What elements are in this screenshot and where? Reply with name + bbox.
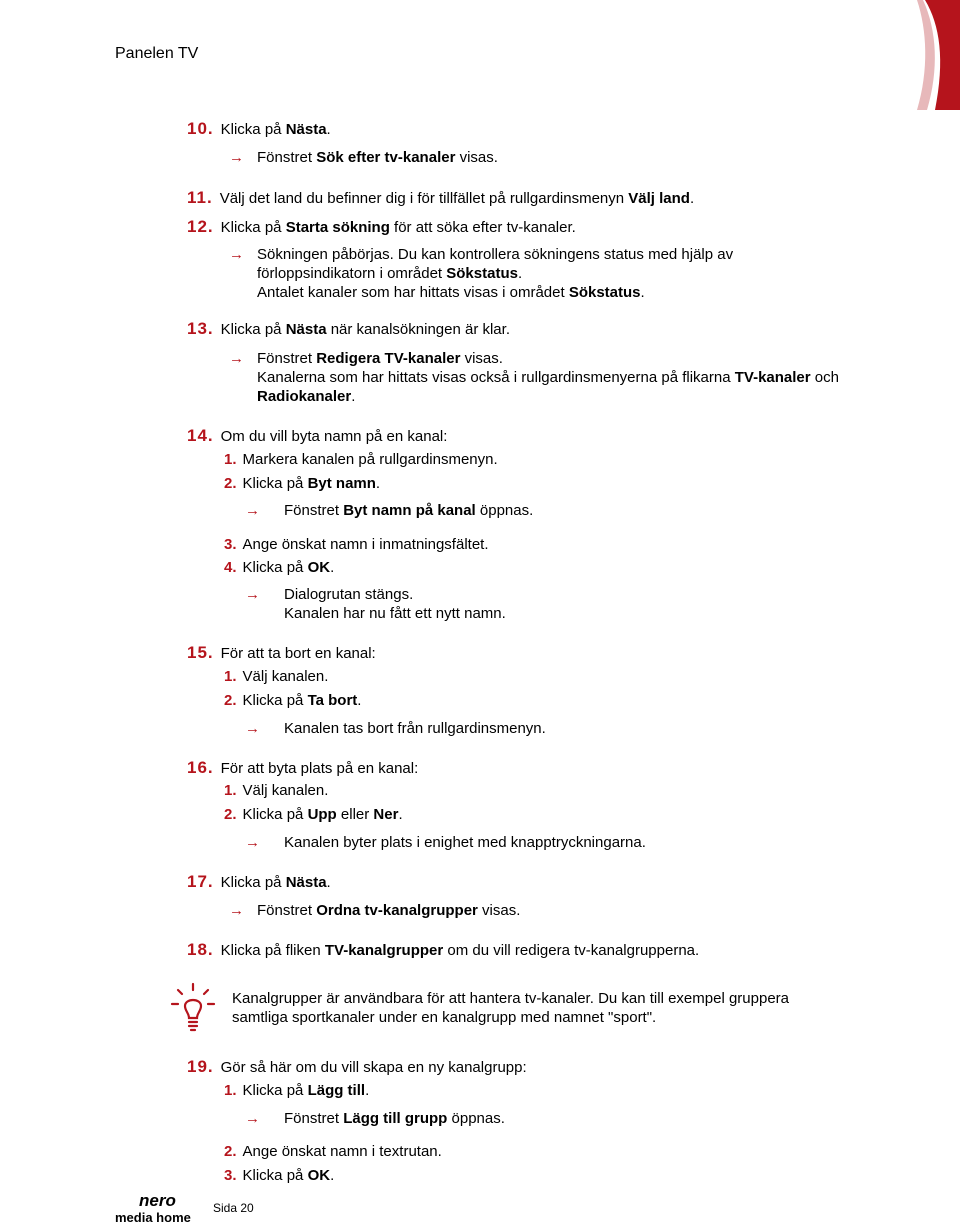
step-14-sub-1: 1. Markera kanalen på rullgardinsmenyn. [224, 451, 498, 468]
arrow-icon: → [245, 834, 260, 851]
step-16-sub-2: 2. Klicka på Upp eller Ner. [224, 806, 403, 823]
step-19: 19. Gör så här om du vill skapa en ny kanalgrupp: [187, 1057, 527, 1076]
step-14-sub-4: 4. Klicka på OK. [224, 559, 335, 576]
arrow-icon: → [245, 1110, 260, 1127]
result-12-line1: → Sökningen påbörjas. Du kan kontrollera sökningens status med hjälp av [229, 246, 734, 263]
result-19: → Fönstret Lägg till grupp öppnas. [245, 1110, 505, 1127]
step-14: 14. Om du vill byta namn på en kanal: [187, 426, 448, 445]
arrow-icon: → [229, 350, 244, 367]
arrow-icon: → [245, 720, 260, 737]
result-15: → Kanalen tas bort från rullgardinsmenyn. [245, 720, 546, 737]
lightbulb-tip-icon [170, 982, 216, 1032]
arrow-icon: → [229, 246, 244, 263]
arrow-icon: → [245, 586, 260, 603]
svg-text:nero: nero [139, 1192, 176, 1210]
result-13-line1: → Fönstret Redigera TV-kanaler visas. [229, 350, 503, 367]
step-11: 11. Välj det land du befinner dig i för tillfället på rullgardinsmenyn Välj land. [187, 188, 695, 207]
step-15: 15. För att ta bort en kanal: [187, 643, 376, 662]
step-10: 10. Klicka på Nästa. [187, 119, 331, 138]
result-12-line2: förloppsindikatorn i området Sökstatus. [257, 265, 523, 282]
step-19-sub-1: 1. Klicka på Lägg till. [224, 1082, 370, 1099]
arrow-icon: → [229, 149, 244, 166]
result-14-dialog-closed: → Dialogrutan stängs. [245, 586, 414, 603]
step-18: 18. Klicka på fliken TV-kanalgrupper om du vill redigera tv-kanalgrupperna. [187, 940, 700, 959]
result-17: → Fönstret Ordna tv-kanalgrupper visas. [229, 902, 521, 919]
step-14-sub-2: 2. Klicka på Byt namn. [224, 475, 381, 492]
step-12: 12. Klicka på Starta sökning för att söka efter tv-kanaler. [187, 217, 576, 236]
step-15-sub-2: 2. Klicka på Ta bort. [224, 692, 362, 709]
step-16-sub-1: 1. Välj kanalen. [224, 782, 329, 799]
page-header-title: Panelen TV [115, 45, 199, 62]
arrow-icon: → [229, 902, 244, 919]
result-16: → Kanalen byter plats i enighet med knapptryckningarna. [245, 834, 646, 851]
result-13-line2: Kanalerna som har hittats visas också i rullgardinsmenyerna på flikarna TV-kanaler och [257, 369, 839, 386]
step-17: 17. Klicka på Nästa. [187, 872, 331, 891]
step-14-sub-3: 3. Ange önskat namn i inmatningsfältet. [224, 536, 489, 553]
step-19-sub-3: 3. Klicka på OK. [224, 1167, 335, 1184]
result-10: → Fönstret Sök efter tv-kanaler visas. [229, 149, 498, 166]
tip-line-2: samtliga sportkanaler under en kanalgrupp med namnet "sport". [232, 1009, 657, 1026]
tip-line-1: Kanalgrupper är användbara för att hantera tv-kanaler. Du kan till exempel gruppera [232, 990, 789, 1007]
result-13-line3: Radiokanaler. [257, 388, 356, 405]
result-14-rename: → Fönstret Byt namn på kanal öppnas. [245, 502, 534, 519]
step-19-sub-2: 2. Ange önskat namn i textrutan. [224, 1143, 442, 1160]
nero-media-home-logo [115, 1192, 215, 1226]
step-16: 16. För att byta plats på en kanal: [187, 758, 419, 777]
page-number: Sida 20 [213, 1201, 254, 1215]
result-12-line3: Antalet kanaler som har hittats visas i området Sökstatus. [257, 284, 645, 301]
svg-text:media home: media home [115, 1210, 191, 1225]
result-14-new-name: Kanalen har nu fått ett nytt namn. [284, 605, 506, 622]
step-15-sub-1: 1. Välj kanalen. [224, 668, 329, 685]
step-13: 13. Klicka på Nästa när kanalsökningen är klar. [187, 319, 510, 338]
arrow-icon: → [245, 502, 260, 519]
